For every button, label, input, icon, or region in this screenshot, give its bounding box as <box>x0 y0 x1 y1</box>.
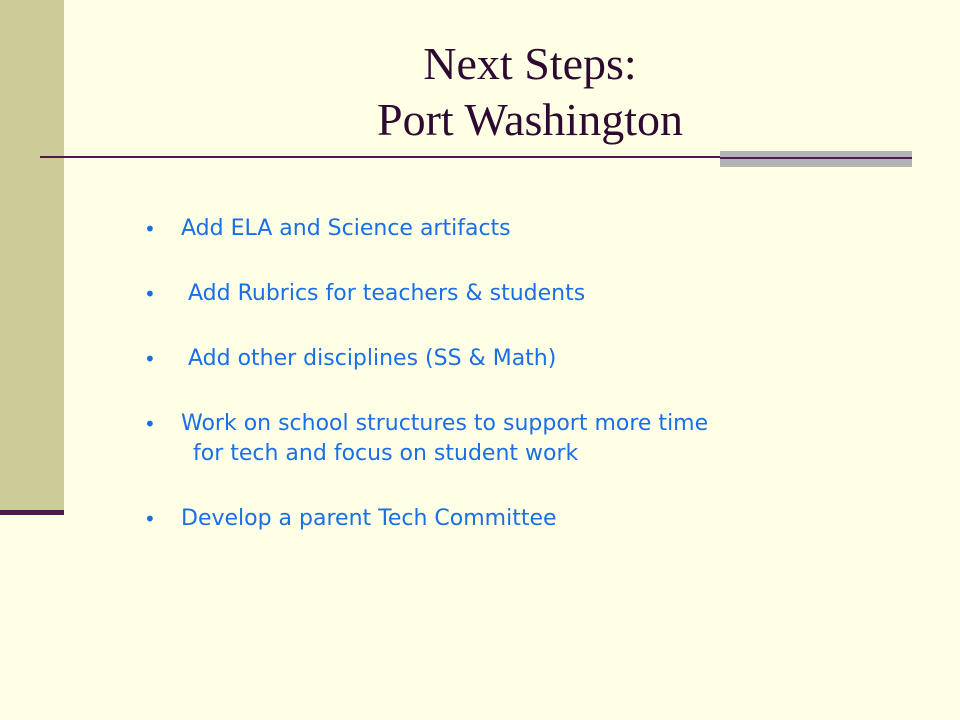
bullet-dot-icon: • <box>144 282 156 306</box>
bullet-text: Develop a parent Tech Committee <box>181 506 557 531</box>
title-line-1: Next Steps: <box>423 38 637 89</box>
bullet-text: Add ELA and Science artifacts <box>181 216 511 241</box>
title-underline-accent-line <box>720 157 912 159</box>
bullet-item <box>142 214 902 244</box>
slide-title <box>180 36 880 148</box>
bullet-item <box>142 409 902 469</box>
bullet-item <box>142 504 902 534</box>
bullet-text: Add Rubrics for teachers & students <box>181 281 586 306</box>
bullet-item <box>142 344 902 374</box>
bullet-text: Add other disciplines (SS & Math) <box>181 346 557 371</box>
title-underline-accent <box>720 151 912 167</box>
left-decorative-bar <box>0 0 64 512</box>
bullet-item <box>142 279 902 309</box>
title-line-2: Port Washington <box>377 94 683 145</box>
left-bar-accent-line <box>0 510 64 515</box>
bullet-list <box>142 214 902 569</box>
bullet-dot-icon: • <box>144 412 156 436</box>
bullet-text-continuation: for tech and focus on student work <box>193 441 579 466</box>
bullet-dot-icon: • <box>144 507 156 531</box>
bullet-dot-icon: • <box>144 347 156 371</box>
bullet-text: Work on school structures to support more time <box>181 411 709 436</box>
bullet-dot-icon: • <box>144 217 156 241</box>
